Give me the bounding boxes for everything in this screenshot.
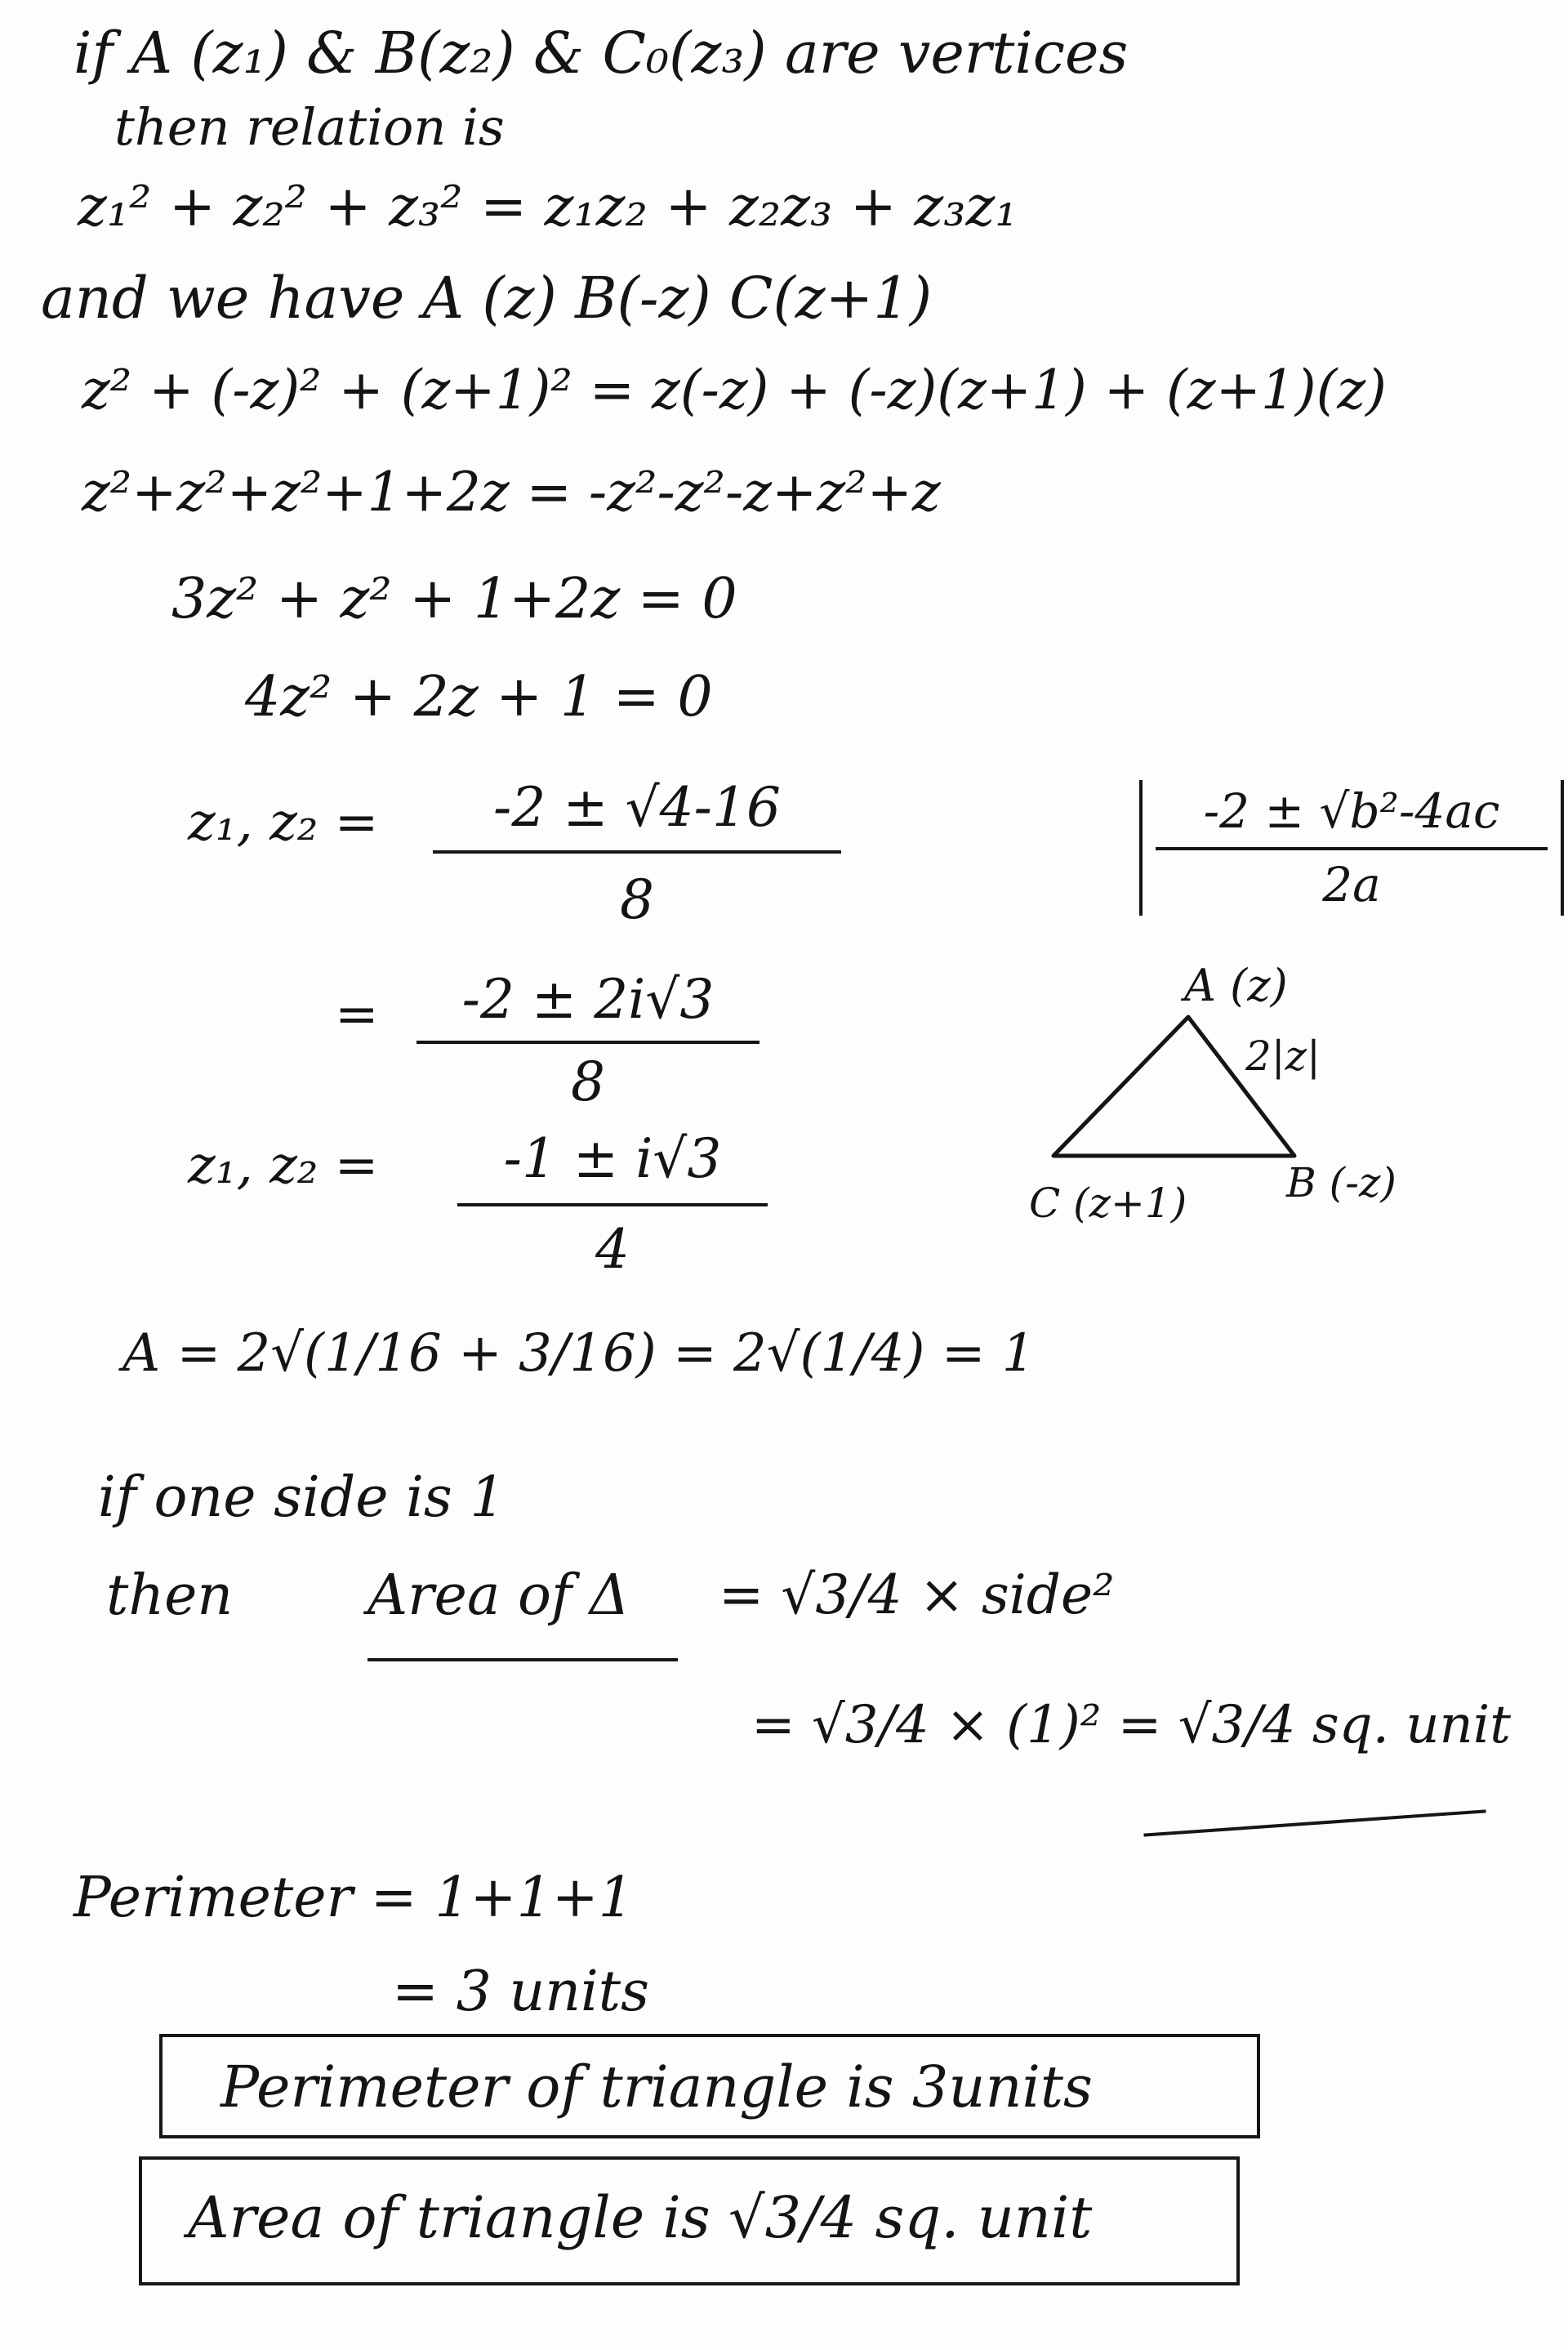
roots-label-3: z₁, z₂ = bbox=[188, 1135, 379, 1196]
label-b: B (-z) bbox=[1286, 1159, 1396, 1206]
line-perimeter: Perimeter = 1+1+1 bbox=[74, 1866, 634, 1930]
line-one-side: if one side is 1 bbox=[98, 1465, 506, 1530]
area-formula: = √3/4 × side² bbox=[719, 1563, 1115, 1626]
formula-denominator: 2a bbox=[1322, 857, 1381, 912]
roots-fraction-1 bbox=[433, 776, 841, 931]
roots-denominator-3: 4 bbox=[595, 1218, 630, 1281]
line-intro: if A (z₁) & B(z₂) & C₀(z₃) are vertices bbox=[74, 20, 1129, 87]
quadratic-formula-note bbox=[1139, 780, 1564, 916]
line-side-length: A = 2√(1/16 + 3/16) = 2√(1/4) = 1 bbox=[122, 1323, 1036, 1384]
area-result: = √3/4 × (1)² = √3/4 sq. unit bbox=[751, 1695, 1511, 1755]
line-relation: z₁² + z₂² + z₃² = z₁z₂ + z₂z₃ + z₃z₁ bbox=[78, 175, 1018, 239]
roots-fraction-3 bbox=[457, 1127, 768, 1281]
triangle-diagram bbox=[1013, 956, 1519, 1250]
line-then: then bbox=[106, 1563, 234, 1628]
roots-label-1: z₁, z₂ = bbox=[188, 792, 379, 853]
line-expansion: z²+z²+z²+1+2z = -z²-z²-z+z²+z bbox=[82, 461, 941, 524]
result-underline bbox=[1143, 1809, 1486, 1836]
fraction-bar bbox=[457, 1203, 768, 1206]
answer-area: Area of triangle is √3/4 sq. unit bbox=[188, 2184, 1093, 2251]
label-a: A (z) bbox=[1184, 960, 1288, 1011]
roots-denominator-1: 8 bbox=[620, 868, 654, 931]
underline-area bbox=[368, 1658, 678, 1661]
roots-denominator-2: 8 bbox=[571, 1050, 605, 1113]
roots-numerator-1: -2 ± √4-16 bbox=[493, 776, 781, 839]
fraction-bar bbox=[433, 850, 841, 854]
answer-perimeter: Perimeter of triangle is 3units bbox=[220, 2053, 1093, 2120]
line-quadratic: 4z² + 2z + 1 = 0 bbox=[245, 665, 713, 729]
roots-label-2: = bbox=[335, 984, 379, 1045]
formula-numerator: -2 ± √b²-4ac bbox=[1203, 783, 1500, 839]
line-relation-intro: then relation is bbox=[114, 97, 505, 157]
area-of-triangle-label: Area of Δ bbox=[368, 1563, 630, 1628]
fraction-bar bbox=[416, 1041, 760, 1044]
line-vertices: and we have A (z) B(-z) C(z+1) bbox=[41, 265, 933, 332]
roots-numerator-3: -1 ± i√3 bbox=[503, 1127, 722, 1190]
roots-numerator-2: -2 ± 2i√3 bbox=[461, 968, 715, 1031]
line-simplify-1: 3z² + z² + 1+2z = 0 bbox=[172, 567, 737, 631]
fraction-bar bbox=[1156, 847, 1548, 850]
line-substitution: z² + (-z)² + (z+1)² = z(-z) + (-z)(z+1) + (z+1)(z) bbox=[82, 359, 1387, 421]
roots-fraction-2 bbox=[416, 968, 760, 1113]
side-label: 2|z| bbox=[1245, 1032, 1321, 1080]
line-perimeter-result: = 3 units bbox=[392, 1960, 650, 2024]
label-c: C (z+1) bbox=[1029, 1179, 1187, 1227]
